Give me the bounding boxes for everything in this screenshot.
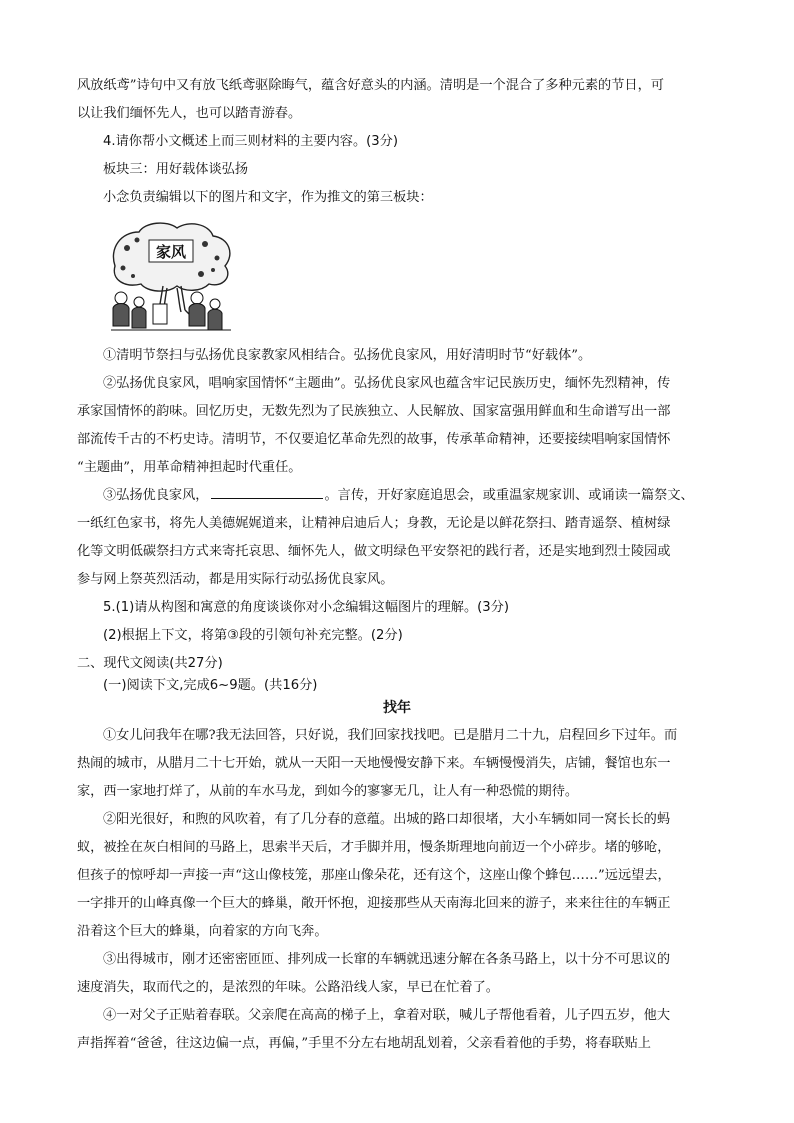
text-line: 一纸红色家书，将先人美德娓娓道来，让精神启迪后人；身教，无论是以鲜花祭扫、踏青遥祭、植树绿 — [77, 516, 671, 531]
article-paragraph-2 — [77, 806, 719, 946]
article-paragraph-1 — [77, 722, 719, 806]
family-tradition-tree-illustration — [105, 218, 237, 336]
article-paragraph-4 — [77, 1002, 719, 1058]
text-line: 声指挥着“爸爸，往这边偏一点，再偏，”手里不分左右地胡乱划着，父亲看着他的手势，将春联贴上 — [77, 1036, 651, 1051]
para3-after-blank: 。言传，开好家庭追思会，或重温家规家训、或诵读一篇祭文、 — [324, 488, 694, 503]
text-line: 参与网上祭英烈活动，都是用实际行动弘扬优良家风。 — [77, 572, 394, 587]
section-3-intro: 小念负责编辑以下的图片和文字，作为推文的第三板块： — [103, 190, 433, 205]
text-line: “主题曲”，用革命精神担起时代重任。 — [77, 460, 302, 475]
paragraph-3 — [77, 482, 719, 594]
text-line: 但孩子的惊呼却一声接一声“这山像枝笼，那座山像朵花，还有这个，这座山像个蜂包……”远远望去， — [77, 868, 671, 883]
text-line: ①女儿问我年在哪?我无法回答，只好说，我们回家找找吧。已是腊月二十九，启程回乡下过年。而 — [103, 728, 678, 743]
article-paragraph-3 — [77, 946, 719, 1002]
text-line — [77, 482, 719, 510]
text-line: 沿着这个巨大的蜂巢，向着家的方向飞奔。 — [77, 924, 328, 939]
part-2-subheading: (一)阅读下文,完成6~9题。(共16分) — [103, 678, 318, 693]
text-line: ③出得城市，刚才还密密匝匝、排列成一长窜的车辆就迅速分解在各条马路上，以十分不可思议的 — [103, 952, 671, 967]
text-line: 一字排开的山峰真像一个巨大的蜂巢，敞开怀抱，迎接那些从天南海北回来的游子，来来往往的车辆正 — [77, 896, 671, 911]
text-line: ②阳光很好，和煦的风吹着，有了几分春的意蕴。出城的路口却很堵，大小车辆如同一窝长长的蚂 — [103, 812, 671, 827]
text-line: 承家国情怀的韵味。回忆历史，无数先烈为了民族独立、人民解放、国家富强用鲜血和生命谱写出一部 — [77, 404, 671, 419]
para3-start: ③弘扬优良家风， — [103, 488, 209, 503]
text-line: 速度消失，取而代之的，是浓烈的年味。公路沿线人家，早已在忙着了。 — [77, 980, 499, 995]
question-5-2: (2)根据上下文，将第③段的引领句补充完整。(2分) — [103, 628, 403, 643]
text-line: ②弘扬优良家风，唱响家国情怀“主题曲”。弘扬优良家风也蕴含牢记民族历史，缅怀先烈精神，传 — [103, 376, 671, 391]
text-line: ④一对父子正贴着春联。父亲爬在高高的梯子上，拿着对联，喊儿子帮他看着，儿子四五岁，他大 — [103, 1008, 671, 1023]
intro-paragraph — [77, 72, 719, 128]
illustration-label: 家风 — [155, 243, 187, 261]
text-line: 蚁，被拴在灰白相间的马路上，思索半天后，才手脚并用，慢条斯理地向前迈一个小碎步。堵的够呛， — [77, 840, 671, 855]
question-5-1: 5.(1)请从构图和寓意的角度谈谈你对小念编辑这幅图片的理解。(3分) — [103, 600, 510, 615]
text-line: 风放纸鸢”诗句中又有放飞纸鸢驱除晦气，蕴含好意头的内涵。清明是一个混合了多种元素的节日，可 — [77, 78, 664, 93]
text-line: 家，西一家地打烊了，从前的车水马龙，到如今的寥寥无几，让人有一种恐慌的期待。 — [77, 784, 579, 799]
section-3-heading: 板块三：用好载体谈弘扬 — [103, 162, 249, 177]
fill-in-blank[interactable] — [211, 486, 323, 499]
text-line: 以让我们缅怀先人，也可以踏青游春。 — [77, 106, 302, 121]
part-2-heading: 二、现代文阅读(共27分) — [77, 656, 223, 671]
text-line: 热闹的城市，从腊月二十七开始，就从一天阳一天地慢慢安静下来。车辆慢慢消失，店铺，餐馆也东一 — [77, 756, 671, 771]
paragraph-1: ①清明节祭扫与弘扬优良家教家风相结合。弘扬优良家风，用好清明时节“好载体”。 — [103, 348, 592, 363]
text-line: 化等文明低碳祭扫方式来寄托哀思、缅怀先人，做文明绿色平安祭祀的践行者，还是实地到烈士陵园或 — [77, 544, 671, 559]
article-title: 找年 — [383, 700, 411, 716]
text-line: 部流传千古的不朽史诗。清明节，不仅要追忆革命先烈的故事，传承革命精神，还要接续唱响家国情怀 — [77, 432, 671, 447]
question-4: 4.请你帮小文概述上而三则材料的主要内容。(3分) — [103, 134, 399, 149]
paragraph-2 — [77, 370, 719, 482]
